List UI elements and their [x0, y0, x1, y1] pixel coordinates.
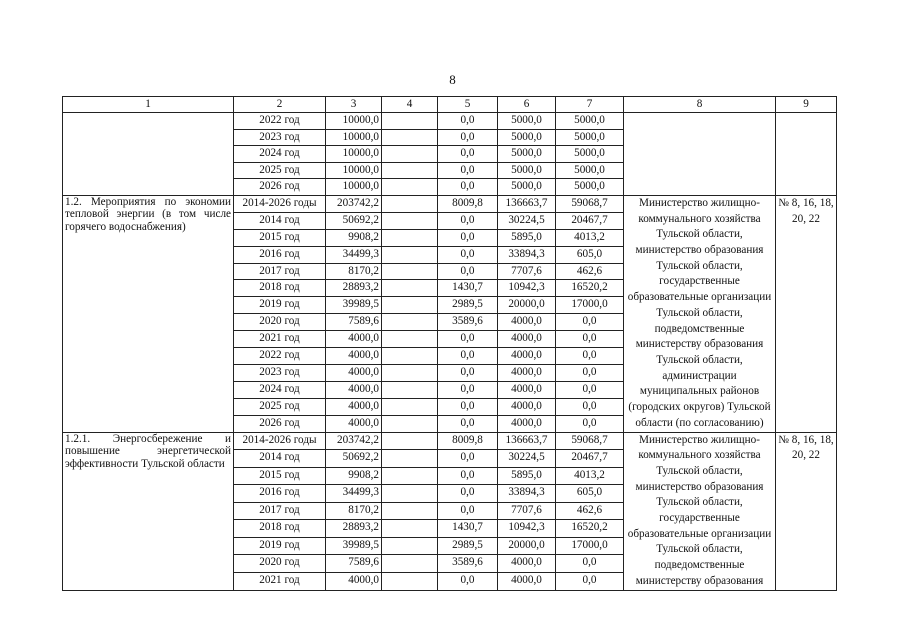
col4-cell — [382, 467, 438, 485]
total-cell: 10000,0 — [326, 129, 382, 146]
year-cell: 2019 год — [234, 537, 326, 555]
col4-cell — [382, 572, 438, 590]
year-cell: 2014-2026 годы — [234, 195, 326, 212]
col4-cell — [382, 450, 438, 468]
total-cell: 10000,0 — [326, 179, 382, 196]
col5-cell: 0,0 — [438, 467, 498, 485]
year-cell: 2014-2026 годы — [234, 432, 326, 450]
year-cell: 2021 год — [234, 572, 326, 590]
col7-cell: 462,6 — [556, 263, 624, 280]
year-cell: 2020 год — [234, 314, 326, 331]
col4-cell — [382, 415, 438, 432]
col6-cell: 7707,6 — [498, 263, 556, 280]
col7-cell: 0,0 — [556, 331, 624, 348]
col7-cell: 17000,0 — [556, 537, 624, 555]
col7-cell: 605,0 — [556, 246, 624, 263]
total-cell: 203742,2 — [326, 195, 382, 212]
header-cell-3: 3 — [326, 97, 382, 113]
total-cell: 9908,2 — [326, 229, 382, 246]
col6-cell: 4000,0 — [498, 398, 556, 415]
col6-cell: 5000,0 — [498, 113, 556, 130]
col7-cell: 0,0 — [556, 555, 624, 573]
total-cell: 7589,6 — [326, 314, 382, 331]
col5-cell: 0,0 — [438, 485, 498, 503]
col4-cell — [382, 113, 438, 130]
col4-cell — [382, 280, 438, 297]
col4-cell — [382, 502, 438, 520]
year-cell: 2021 год — [234, 331, 326, 348]
executor-cell — [624, 113, 776, 196]
col6-cell: 30224,5 — [498, 450, 556, 468]
col5-cell: 3589,6 — [438, 555, 498, 573]
col7-cell: 0,0 — [556, 415, 624, 432]
col5-cell: 0,0 — [438, 398, 498, 415]
header-cell-4: 4 — [382, 97, 438, 113]
col7-cell: 462,6 — [556, 502, 624, 520]
col7-cell: 16520,2 — [556, 280, 624, 297]
total-cell: 7589,6 — [326, 555, 382, 573]
col7-cell: 0,0 — [556, 347, 624, 364]
col7-cell: 59068,7 — [556, 195, 624, 212]
table-row — [63, 113, 837, 130]
col4-cell — [382, 162, 438, 179]
total-cell: 39989,5 — [326, 297, 382, 314]
col4-cell — [382, 347, 438, 364]
col4-cell — [382, 485, 438, 503]
col5-cell: 0,0 — [438, 179, 498, 196]
program-table — [62, 96, 837, 591]
year-cell: 2017 год — [234, 502, 326, 520]
col6-cell: 33894,3 — [498, 485, 556, 503]
col6-cell: 20000,0 — [498, 297, 556, 314]
year-cell: 2026 год — [234, 179, 326, 196]
header-cell-1: 1 — [63, 97, 234, 113]
measure-title-cell: 1.2. Мероприятия по экономии тепловой энергии (в том числе горячего водоснабжения) — [63, 195, 234, 432]
col4-cell — [382, 331, 438, 348]
col4-cell — [382, 364, 438, 381]
col7-cell: 605,0 — [556, 485, 624, 503]
year-cell: 2023 год — [234, 129, 326, 146]
indicators-cell: № 8, 16, 18, 20, 22 — [776, 195, 837, 432]
col6-cell: 5000,0 — [498, 179, 556, 196]
col6-cell: 7707,6 — [498, 502, 556, 520]
col7-cell: 0,0 — [556, 398, 624, 415]
total-cell: 4000,0 — [326, 572, 382, 590]
col5-cell: 0,0 — [438, 246, 498, 263]
col4-cell — [382, 555, 438, 573]
col4-cell — [382, 297, 438, 314]
year-cell: 2018 год — [234, 280, 326, 297]
year-cell: 2014 год — [234, 212, 326, 229]
col5-cell: 0,0 — [438, 502, 498, 520]
col6-cell: 33894,3 — [498, 246, 556, 263]
total-cell: 50692,2 — [326, 212, 382, 229]
col6-cell: 136663,7 — [498, 195, 556, 212]
col7-cell: 5000,0 — [556, 129, 624, 146]
total-cell: 10000,0 — [326, 162, 382, 179]
header-cell-7: 7 — [556, 97, 624, 113]
executor-cell: Министерство жилищно-коммунального хозяйства Тульской области, министерство образования Тульской области, государственные образовательные организации Тульской области, подведомственные министерству образования — [624, 432, 776, 590]
col6-cell: 5895,0 — [498, 467, 556, 485]
header-cell-9: 9 — [776, 97, 837, 113]
total-cell: 10000,0 — [326, 146, 382, 163]
col6-cell: 5000,0 — [498, 146, 556, 163]
year-cell: 2014 год — [234, 450, 326, 468]
year-cell: 2015 год — [234, 467, 326, 485]
col6-cell: 20000,0 — [498, 537, 556, 555]
col7-cell: 5000,0 — [556, 162, 624, 179]
col5-cell: 8009,8 — [438, 432, 498, 450]
col7-cell: 59068,7 — [556, 432, 624, 450]
total-cell: 4000,0 — [326, 381, 382, 398]
col4-cell — [382, 212, 438, 229]
year-cell: 2017 год — [234, 263, 326, 280]
col5-cell: 0,0 — [438, 347, 498, 364]
col5-cell: 0,0 — [438, 212, 498, 229]
total-cell: 28893,2 — [326, 280, 382, 297]
year-cell: 2020 год — [234, 555, 326, 573]
col4-cell — [382, 537, 438, 555]
col5-cell: 0,0 — [438, 129, 498, 146]
col7-cell: 4013,2 — [556, 467, 624, 485]
table-row — [63, 432, 837, 450]
col6-cell: 10942,3 — [498, 280, 556, 297]
col5-cell: 8009,8 — [438, 195, 498, 212]
col5-cell: 2989,5 — [438, 537, 498, 555]
total-cell: 34499,3 — [326, 246, 382, 263]
year-cell: 2024 год — [234, 146, 326, 163]
col4-cell — [382, 129, 438, 146]
year-cell: 2016 год — [234, 246, 326, 263]
col4-cell — [382, 246, 438, 263]
year-cell: 2026 год — [234, 415, 326, 432]
col7-cell: 5000,0 — [556, 113, 624, 130]
col5-cell: 0,0 — [438, 263, 498, 280]
year-cell: 2015 год — [234, 229, 326, 246]
year-cell: 2016 год — [234, 485, 326, 503]
col5-cell: 0,0 — [438, 229, 498, 246]
total-cell: 9908,2 — [326, 467, 382, 485]
total-cell: 203742,2 — [326, 432, 382, 450]
header-cell-5: 5 — [438, 97, 498, 113]
total-cell: 28893,2 — [326, 520, 382, 538]
year-cell: 2019 год — [234, 297, 326, 314]
col4-cell — [382, 146, 438, 163]
table-body — [63, 97, 837, 591]
col7-cell: 4013,2 — [556, 229, 624, 246]
col6-cell: 30224,5 — [498, 212, 556, 229]
total-cell: 8170,2 — [326, 263, 382, 280]
indicators-cell: № 8, 16, 18, 20, 22 — [776, 432, 837, 590]
col4-cell — [382, 195, 438, 212]
col7-cell: 5000,0 — [556, 146, 624, 163]
indicators-cell — [776, 113, 837, 196]
col5-cell: 0,0 — [438, 331, 498, 348]
year-cell: 2022 год — [234, 113, 326, 130]
col6-cell: 4000,0 — [498, 572, 556, 590]
col6-cell: 5895,0 — [498, 229, 556, 246]
col5-cell: 1430,7 — [438, 520, 498, 538]
col6-cell: 4000,0 — [498, 347, 556, 364]
total-cell: 4000,0 — [326, 415, 382, 432]
col5-cell: 0,0 — [438, 415, 498, 432]
year-cell: 2018 год — [234, 520, 326, 538]
col7-cell: 0,0 — [556, 364, 624, 381]
col7-cell: 0,0 — [556, 381, 624, 398]
total-cell: 34499,3 — [326, 485, 382, 503]
measure-title-cell — [63, 113, 234, 196]
col6-cell: 10942,3 — [498, 520, 556, 538]
col5-cell: 3589,6 — [438, 314, 498, 331]
col5-cell: 0,0 — [438, 572, 498, 590]
col4-cell — [382, 432, 438, 450]
col5-cell: 0,0 — [438, 364, 498, 381]
col6-cell: 4000,0 — [498, 555, 556, 573]
col4-cell — [382, 179, 438, 196]
col5-cell: 0,0 — [438, 381, 498, 398]
total-cell: 10000,0 — [326, 113, 382, 130]
total-cell: 4000,0 — [326, 398, 382, 415]
col4-cell — [382, 381, 438, 398]
col4-cell — [382, 229, 438, 246]
col4-cell — [382, 398, 438, 415]
measure-title-cell: 1.2.1. Энергосбережение и повышение энергетической эффективности Тульской области — [63, 432, 234, 590]
col7-cell: 17000,0 — [556, 297, 624, 314]
col4-cell — [382, 314, 438, 331]
col6-cell: 4000,0 — [498, 364, 556, 381]
executor-cell: Министерство жилищно-коммунального хозяйства Тульской области, министерство образования Тульской области, государственные образовательные организации Тульской области, подведомственные министерству образования Тульской области, администрации муниципальных районов (городских округов) Тульской области (по согласованию) — [624, 195, 776, 432]
year-cell: 2024 год — [234, 381, 326, 398]
col7-cell: 20467,7 — [556, 212, 624, 229]
col7-cell: 5000,0 — [556, 179, 624, 196]
header-cell-6: 6 — [498, 97, 556, 113]
col6-cell: 4000,0 — [498, 381, 556, 398]
year-cell: 2025 год — [234, 398, 326, 415]
col7-cell: 16520,2 — [556, 520, 624, 538]
col4-cell — [382, 520, 438, 538]
col7-cell: 0,0 — [556, 572, 624, 590]
total-cell: 4000,0 — [326, 347, 382, 364]
col6-cell: 5000,0 — [498, 129, 556, 146]
total-cell: 4000,0 — [326, 331, 382, 348]
col6-cell: 4000,0 — [498, 331, 556, 348]
col5-cell: 0,0 — [438, 450, 498, 468]
header-row — [63, 97, 837, 113]
col5-cell: 1430,7 — [438, 280, 498, 297]
year-cell: 2025 год — [234, 162, 326, 179]
year-cell: 2022 год — [234, 347, 326, 364]
table-row — [63, 195, 837, 212]
total-cell: 8170,2 — [326, 502, 382, 520]
col5-cell: 2989,5 — [438, 297, 498, 314]
header-cell-8: 8 — [624, 97, 776, 113]
col5-cell: 0,0 — [438, 146, 498, 163]
total-cell: 50692,2 — [326, 450, 382, 468]
col7-cell: 0,0 — [556, 314, 624, 331]
col4-cell — [382, 263, 438, 280]
page-number: 8 — [449, 72, 456, 87]
col5-cell: 0,0 — [438, 113, 498, 130]
col7-cell: 20467,7 — [556, 450, 624, 468]
col6-cell: 136663,7 — [498, 432, 556, 450]
col6-cell: 4000,0 — [498, 415, 556, 432]
col6-cell: 5000,0 — [498, 162, 556, 179]
col5-cell: 0,0 — [438, 162, 498, 179]
total-cell: 4000,0 — [326, 364, 382, 381]
year-cell: 2023 год — [234, 364, 326, 381]
header-cell-2: 2 — [234, 97, 326, 113]
col6-cell: 4000,0 — [498, 314, 556, 331]
total-cell: 39989,5 — [326, 537, 382, 555]
